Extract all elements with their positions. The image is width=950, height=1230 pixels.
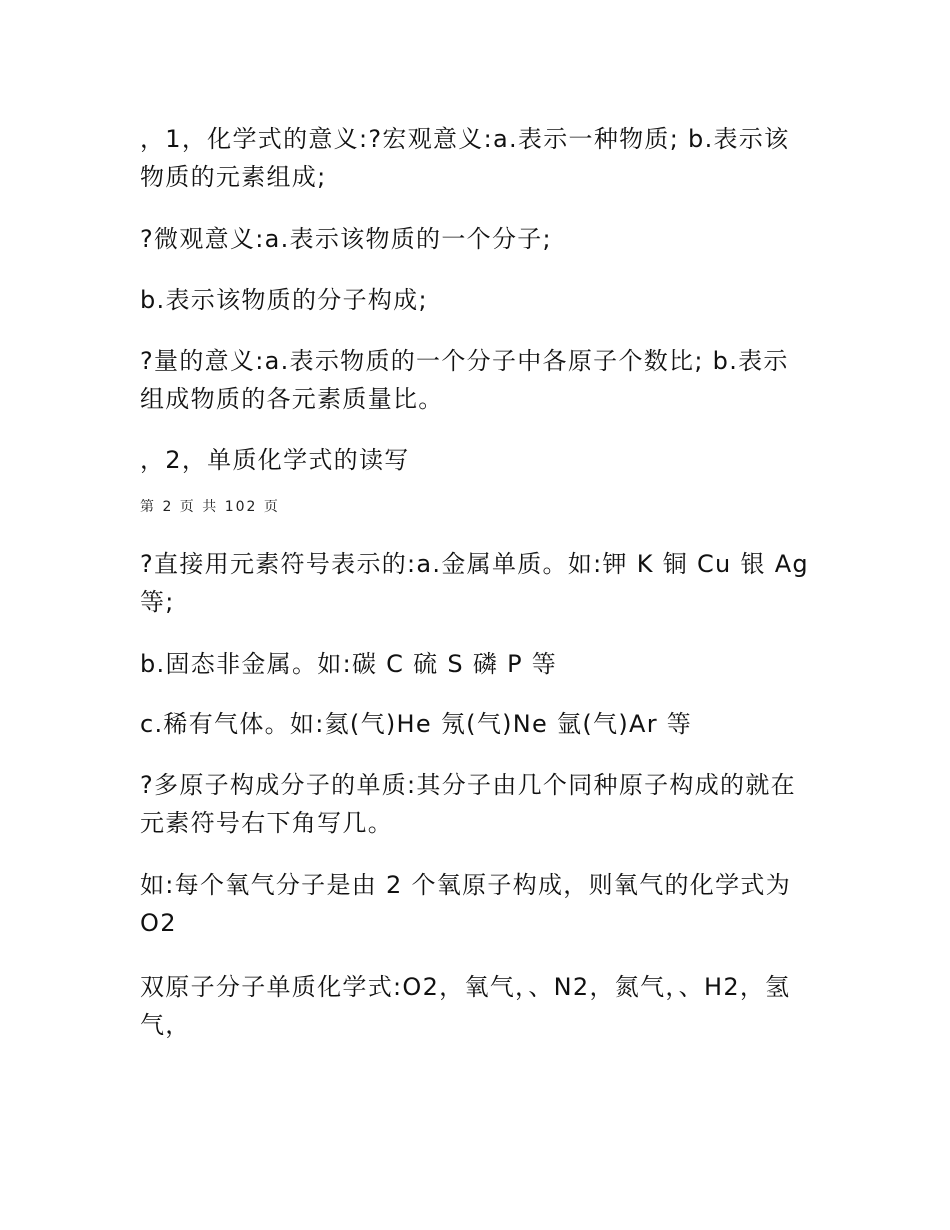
- paragraph-metal-elements: ?直接用元素符号表示的:a.金属单质。如:钾 K 铜 Cu 银 Ag 等;: [140, 550, 809, 616]
- paragraph-molecular-composition: b.表示该物质的分子构成;: [140, 286, 428, 314]
- paragraph-noble-gases: c.稀有气体。如:氦(气)He 氖(气)Ne 氩(气)Ar 等: [140, 710, 693, 738]
- paragraph-diatomic-elements: 双原子分子单质化学式:O2，氧气，、N2，氮气，、H2，氢气，: [140, 973, 791, 1039]
- paragraph-quantity-meaning: ?量的意义:a.表示物质的一个分子中各原子个数比; b.表示组成物质的各元素质量比。: [140, 347, 789, 413]
- paragraph-oxygen-example: 如:每个氧气分子是由 2 个氧原子构成，则氧气的化学式为 O2: [140, 871, 792, 937]
- paragraph-section-heading: ，2，单质化学式的读写: [140, 446, 410, 474]
- paragraph-micro-meaning: ?微观意义:a.表示该物质的一个分子;: [140, 225, 552, 253]
- paragraph-polyatomic-elements: ?多原子构成分子的单质:其分子由几个同种原子构成的就在元素符号右下角写几。: [140, 771, 796, 837]
- paragraph-solid-nonmetals: b.固态非金属。如:碳 C 硫 S 磷 P 等: [140, 650, 558, 678]
- page-indicator: 第 2 页 共 102 页: [140, 499, 280, 515]
- paragraph-formula-meaning: ，1，化学式的意义:?宏观意义:a.表示一种物质; b.表示该物质的元素组成;: [140, 125, 790, 191]
